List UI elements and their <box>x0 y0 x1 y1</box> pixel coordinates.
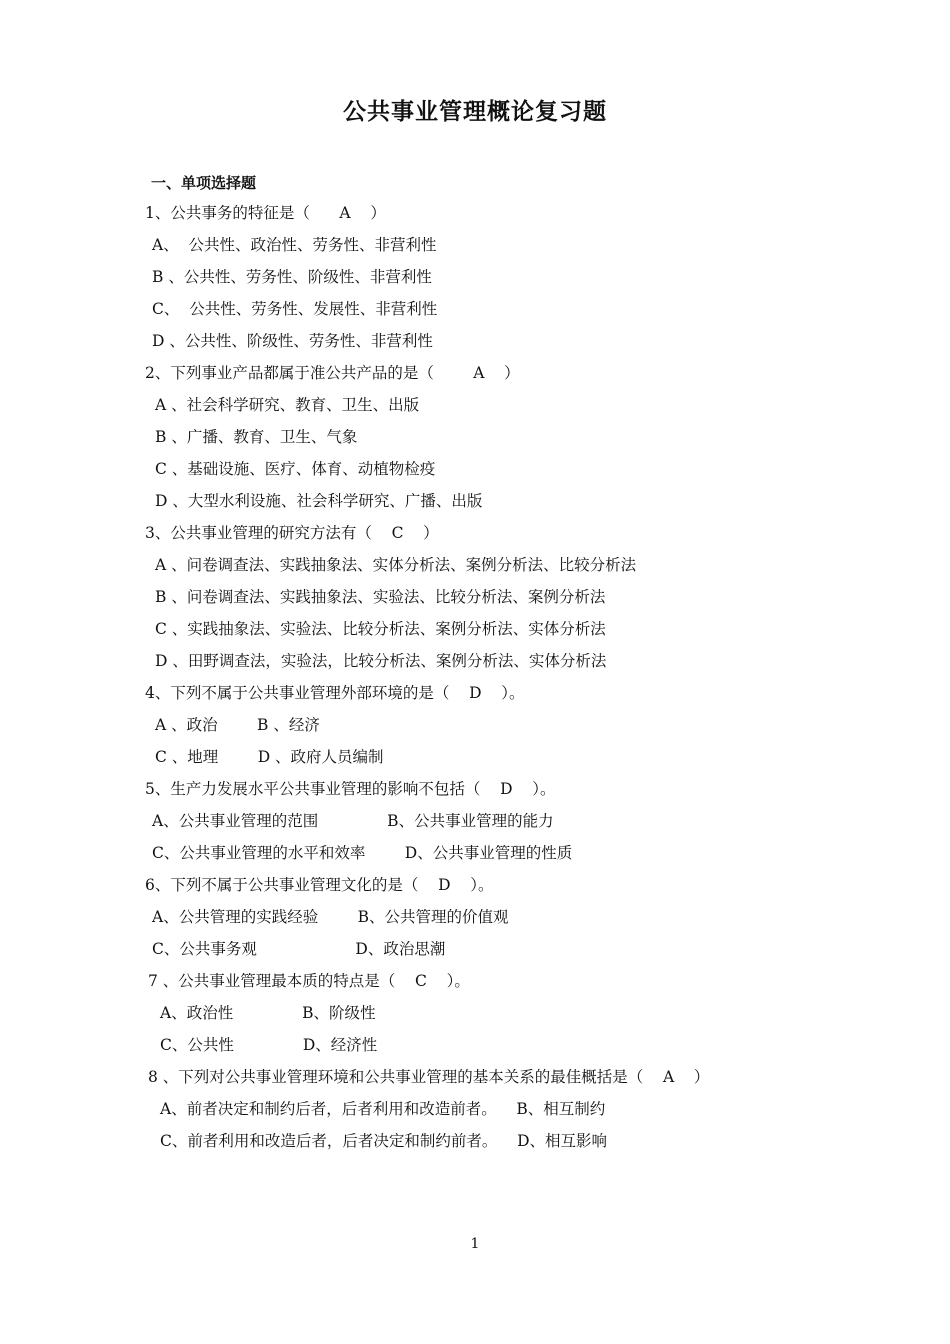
page-number: 1 <box>470 1236 480 1252</box>
question-option: C、公共事务观 D、政治思潮 <box>152 940 446 958</box>
question-option: D 、公共性、阶级性、劳务性、非营利性 <box>152 332 433 350</box>
question-stem: 1、公共事务的特征是（ A ） <box>145 204 386 222</box>
page-title: 公共事业管理概论复习题 <box>343 99 607 125</box>
question-option: D 、田野调查法，实验法，比较分析法、案例分析法、实体分析法 <box>155 652 607 670</box>
question-stem: 5、生产力发展水平公共事业管理的影响不包括（ D ）。 <box>145 780 556 798</box>
question-option: B 、公共性、劳务性、阶级性、非营利性 <box>152 268 432 286</box>
question-stem: 6、下列不属于公共事业管理文化的是（ D ）。 <box>145 876 494 894</box>
question-option: A、公共事业管理的范围 B、公共事业管理的能力 <box>152 812 554 830</box>
question-option: C 、基础设施、医疗、体育、动植物检疫 <box>155 460 436 478</box>
question-stem: 7 、公共事业管理最本质的特点是（ C ）。 <box>148 972 470 990</box>
question-option: C 、实践抽象法、实验法、比较分析法、案例分析法、实体分析法 <box>155 620 606 638</box>
question-option: C 、地理 D 、政府人员编制 <box>155 748 384 766</box>
question-option: C、公共性 D、经济性 <box>160 1036 378 1054</box>
question-option: A、 公共性、政治性、劳务性、非营利性 <box>152 236 437 254</box>
question-option: C、 公共性、劳务性、发展性、非营利性 <box>152 300 438 318</box>
question-option: A 、政治 B 、经济 <box>155 716 320 734</box>
question-option: C、公共事业管理的水平和效率 D、公共事业管理的性质 <box>152 844 573 862</box>
section-heading: 一、单项选择题 <box>151 174 257 192</box>
question-option: D 、大型水利设施、社会科学研究、广播、出版 <box>155 492 483 510</box>
question-option: B 、广播、教育、卫生、气象 <box>155 428 358 446</box>
question-option: C、前者利用和改造后者，后者决定和制约前者。 D、相互影响 <box>160 1132 607 1150</box>
question-option: A、前者决定和制约后者，后者利用和改造前者。 B、相互制约 <box>160 1100 606 1118</box>
question-option: B 、问卷调查法、实践抽象法、实验法、比较分析法、案例分析法 <box>155 588 606 606</box>
question-stem: 2、下列事业产品都属于准公共产品的是（ A ） <box>145 364 520 382</box>
question-option: A 、社会科学研究、教育、卫生、出版 <box>155 396 420 414</box>
question-stem: 8 、下列对公共事业管理环境和公共事业管理的基本关系的最佳概括是（ A ） <box>148 1068 710 1086</box>
question-stem: 3、公共事业管理的研究方法有（ C ） <box>145 524 439 542</box>
question-option: A、公共管理的实践经验 B、公共管理的价值观 <box>152 908 509 926</box>
question-stem: 4、下列不属于公共事业管理外部环境的是（ D ）。 <box>145 684 525 702</box>
question-option: A、政治性 B、阶级性 <box>160 1004 376 1022</box>
question-option: A 、问卷调查法、实践抽象法、实体分析法、案例分析法、比较分析法 <box>155 556 637 574</box>
